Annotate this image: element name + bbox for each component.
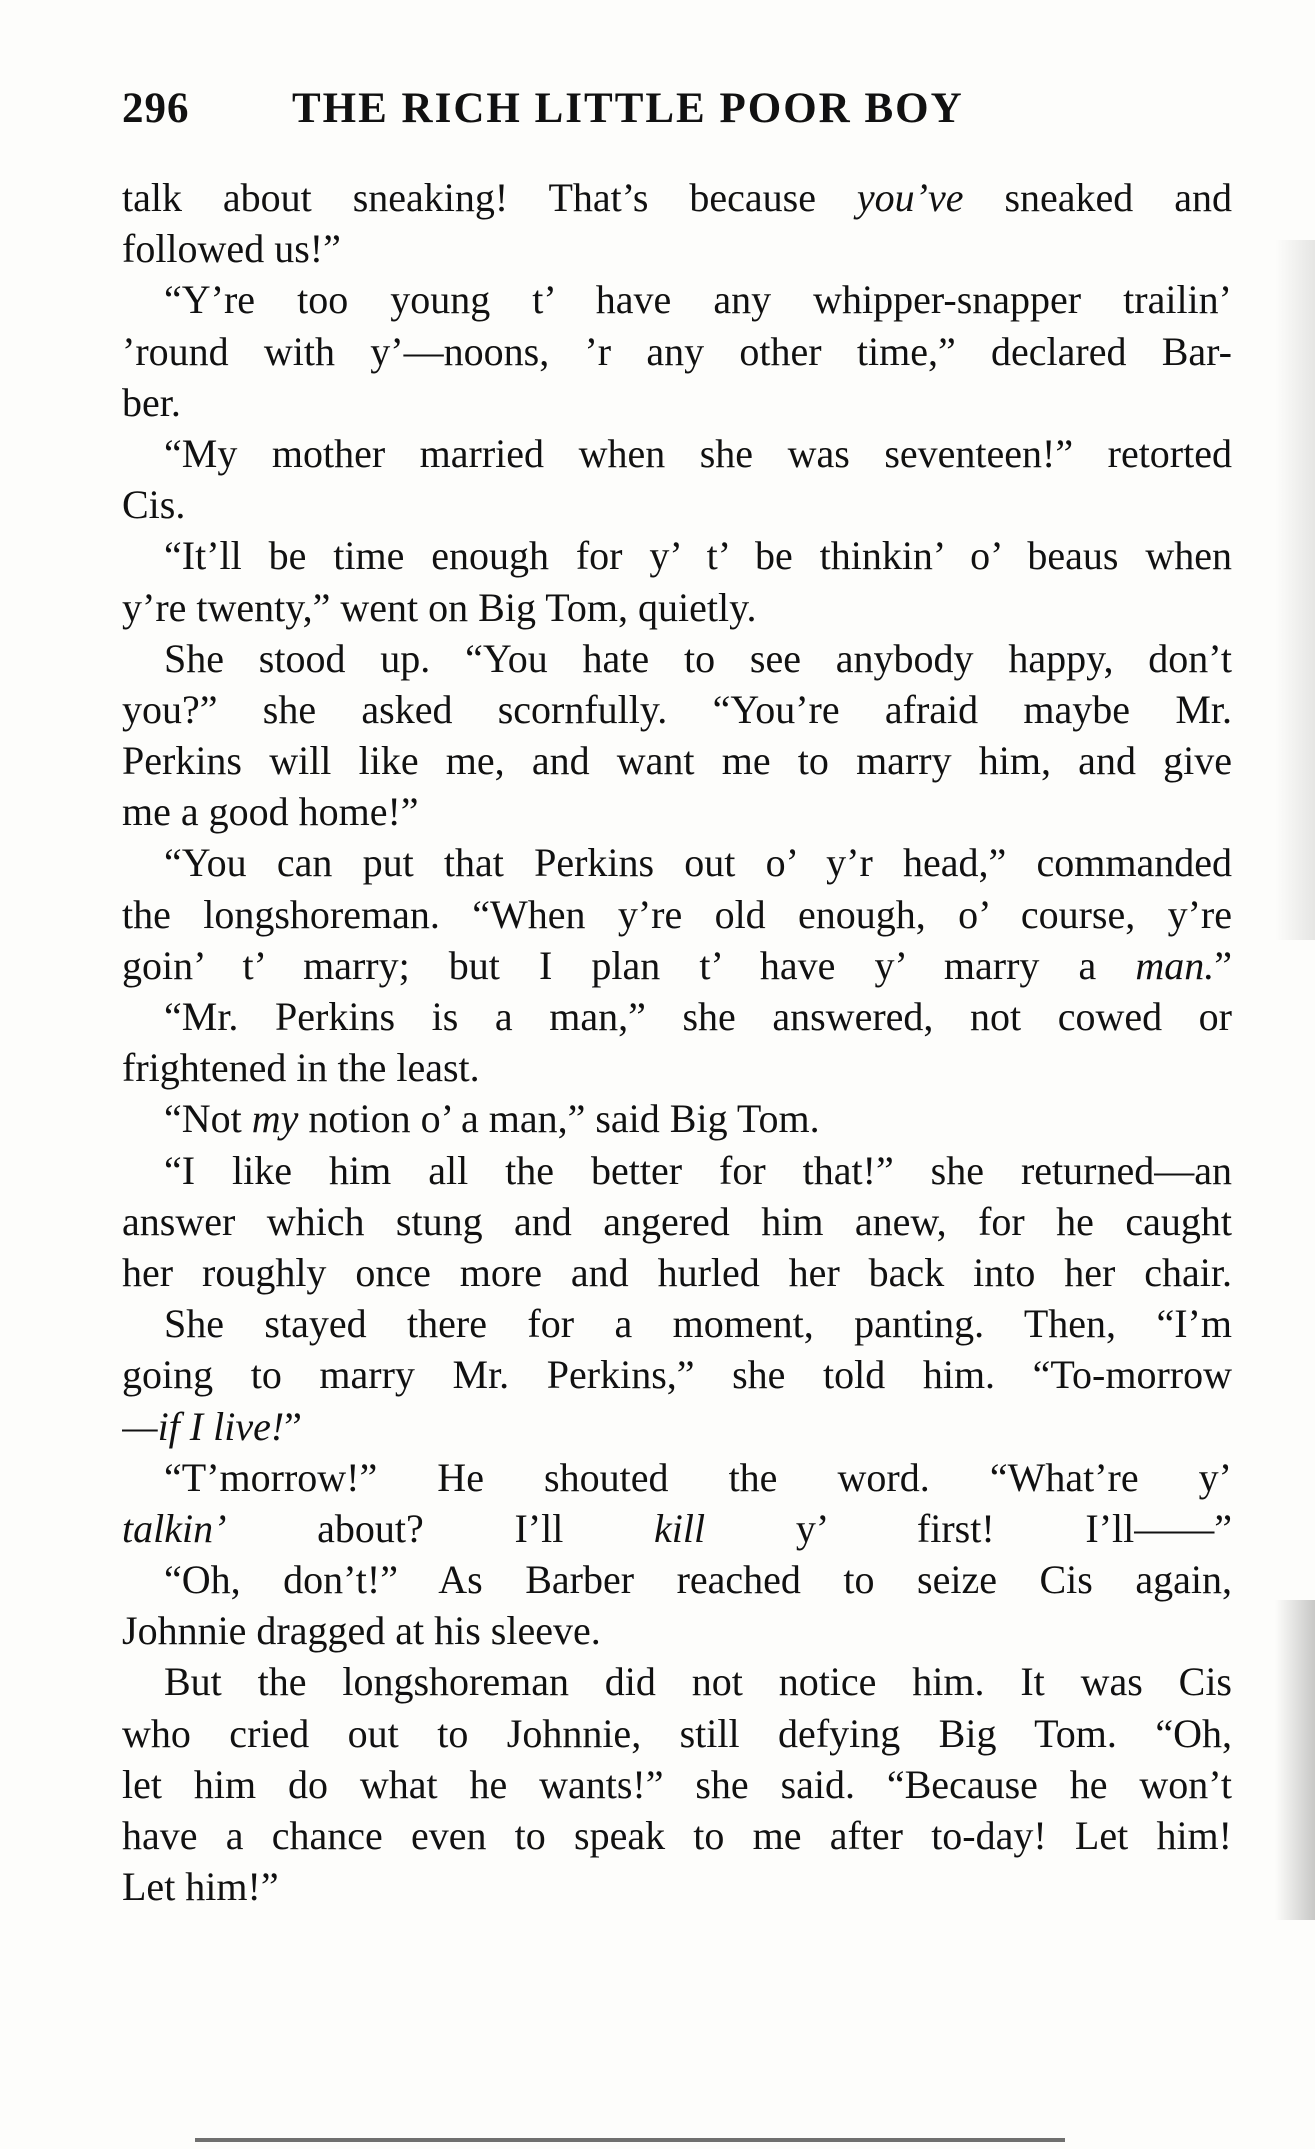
text-line [122,889,1232,940]
text-line [122,274,1232,325]
text-line [122,1298,1232,1349]
text-segment: But the longshoreman did not notice him. It was Cis [164,1659,1232,1705]
text-line [122,991,1232,1042]
text-segment: ” [284,1403,302,1449]
text-line [122,1349,1232,1400]
text-line [122,1605,1232,1656]
text-line [122,428,1232,479]
text-segment: y’re twenty,” went on Big Tom, quietly. [122,584,757,630]
text-segment: “I like him all the better for that!” she returned—an [164,1147,1232,1193]
text-line [122,377,1232,428]
text-segment: sneaked and [963,175,1232,220]
text-segment: talkin’ [122,1505,227,1551]
text-segment: about? I’ll [226,1505,655,1551]
text-line [122,223,1232,274]
text-line [122,326,1232,377]
text-line [122,1861,1232,1912]
text-segment: who cried out to Johnnie, still defying Big Tom. “Oh, [122,1710,1232,1756]
text-segment: “T’morrow!” He shouted the word. “What’re y’ [164,1454,1232,1500]
text-segment: —if I live! [122,1403,285,1449]
text-segment: y’ first! I’ll——” [705,1505,1232,1551]
scan-edge-shadow [1275,240,1315,940]
text-line [122,1810,1232,1861]
text-line [122,1656,1232,1707]
text-line [122,735,1232,786]
text-line [122,1503,1232,1554]
scan-bottom-line [195,2138,1065,2142]
text-segment: Perkins will like me, and want me to marry him, and give [122,738,1232,784]
text-line [122,1554,1232,1605]
text-line [122,1145,1232,1196]
text-line [122,1247,1232,1298]
scan-edge-shadow [1275,1600,1315,1920]
text-segment: “Mr. Perkins is a man,” she answered, not cowed or [164,994,1232,1039]
text-segment: me a good home!” [122,789,419,835]
text-segment: ’round with y’—noons, ’r any other time,” declared Bar- [122,328,1232,374]
text-segment: “My mother married when she was seventeen!” retorted [164,430,1232,476]
text-segment: Johnnie dragged at his sleeve. [122,1608,601,1654]
text-line [122,1093,1232,1144]
page-number: 296 [122,85,190,132]
text-segment: you?” she asked scornfully. “You’re afraid maybe Mr. [122,686,1232,732]
text-segment: ” [1214,942,1232,988]
text-segment: Let him!” [122,1864,279,1910]
running-title: THE RICH LITTLE POOR BOY [292,85,964,132]
text-segment: “Oh, don’t!” As Barber reached to seize Cis again, [164,1557,1232,1603]
text-line [122,1759,1232,1810]
text-segment: going to marry Mr. Perkins,” she told him. “To-morrow [122,1352,1232,1398]
text-segment: notion o’ a man,” said Big Tom. [298,1096,820,1142]
body-text [122,172,1232,1912]
text-segment: frightened in the least. [122,1045,480,1091]
text-segment: She stood up. “You hate to see anybody happy, don’t [164,635,1232,681]
text-segment: kill [654,1505,706,1551]
text-segment: my [251,1096,299,1142]
text-line [122,786,1232,837]
text-line [122,1452,1232,1503]
text-segment: She stayed there for a moment, panting. Then, “I’m [164,1301,1232,1347]
text-line [122,1708,1232,1759]
text-segment: the longshoreman. “When y’re old enough, o’ course, y’re [122,891,1232,937]
text-line [122,172,1232,223]
text-line [122,479,1232,530]
text-segment: goin’ t’ marry; but I plan t’ have y’ marry a [122,942,1136,988]
text-segment: Cis. [122,482,186,528]
text-segment: “Not [164,1096,252,1142]
text-segment: you’ve [856,175,964,220]
text-segment: her roughly once more and hurled her back into her chair. [122,1249,1232,1295]
text-segment: followed us!” [122,226,341,272]
text-line [122,684,1232,735]
text-segment: “Y’re too young t’ have any whipper-snapper trailin’ [164,277,1232,323]
text-segment: man. [1135,942,1215,988]
text-line [122,633,1232,684]
text-segment: answer which stung and angered him anew, for he caught [122,1198,1232,1244]
text-line [122,530,1232,581]
text-segment: “It’ll be time enough for y’ t’ be thinkin’ o’ beaus when [164,533,1232,579]
text-line [122,837,1232,888]
text-line [122,582,1232,633]
text-line [122,940,1232,991]
text-segment: have a chance even to speak to me after to-day! Let him! [122,1813,1232,1858]
text-segment: talk about sneaking! That’s because [122,175,857,220]
page-header [122,84,1232,144]
text-segment: “You can put that Perkins out o’ y’r head,” commanded [164,840,1232,886]
text-line [122,1401,1232,1452]
text-line [122,1196,1232,1247]
text-segment: let him do what he wants!” she said. “Because he won’t [122,1761,1232,1807]
text-segment: ber. [122,379,181,425]
text-line [122,1042,1232,1093]
